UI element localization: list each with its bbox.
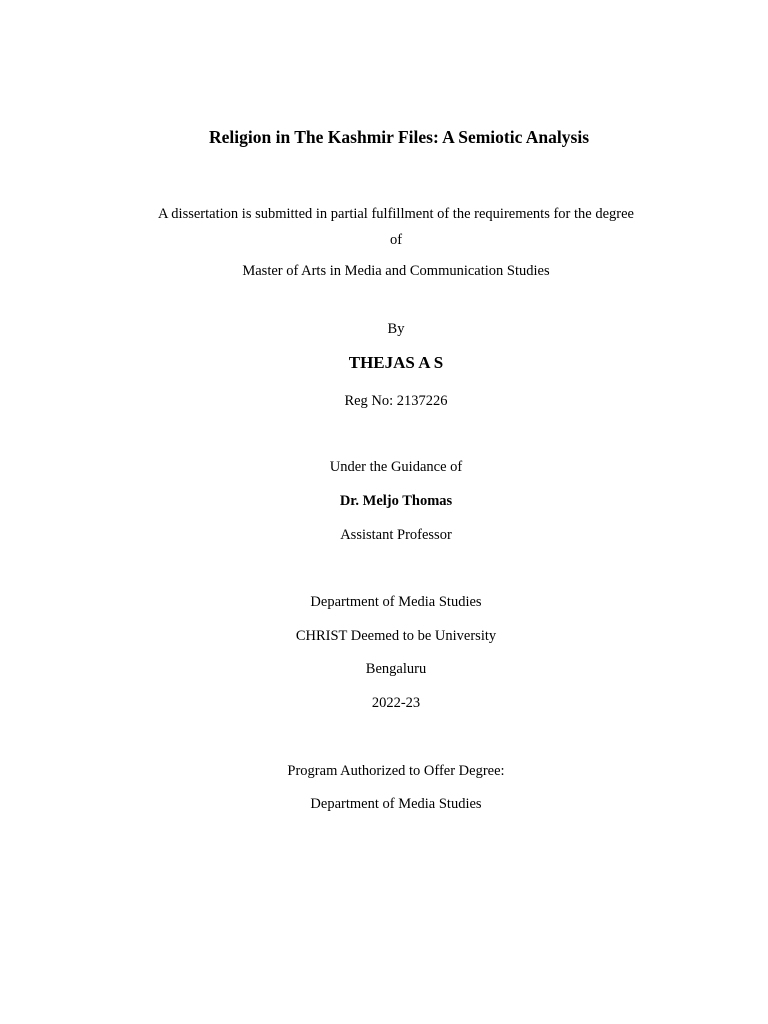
academic-year: 2022-23 xyxy=(371,695,421,711)
guide-role: Assistant Professor xyxy=(340,527,452,543)
degree-name: Master of Arts in Media and Communication Studies xyxy=(242,263,550,279)
registration-number: Reg No: 2137226 xyxy=(344,393,448,409)
program-department: Department of Media Studies xyxy=(310,796,482,812)
submission-statement: A dissertation is submitted in partial fulfillment of the requirements for the degree xyxy=(158,206,634,222)
guide-name: Dr. Meljo Thomas xyxy=(339,493,453,509)
city-name: Bengaluru xyxy=(365,661,427,677)
submission-statement-continued: of xyxy=(389,232,403,248)
author-name: THEJAS A S xyxy=(348,353,444,372)
department-name: Department of Media Studies xyxy=(310,594,482,610)
program-label: Program Authorized to Offer Degree: xyxy=(287,763,505,779)
by-label: By xyxy=(387,321,405,337)
university-name: CHRIST Deemed to be University xyxy=(295,628,497,644)
guidance-label: Under the Guidance of xyxy=(329,459,463,475)
document-title: Religion in The Kashmir Files: A Semiotic Analysis xyxy=(208,127,590,147)
